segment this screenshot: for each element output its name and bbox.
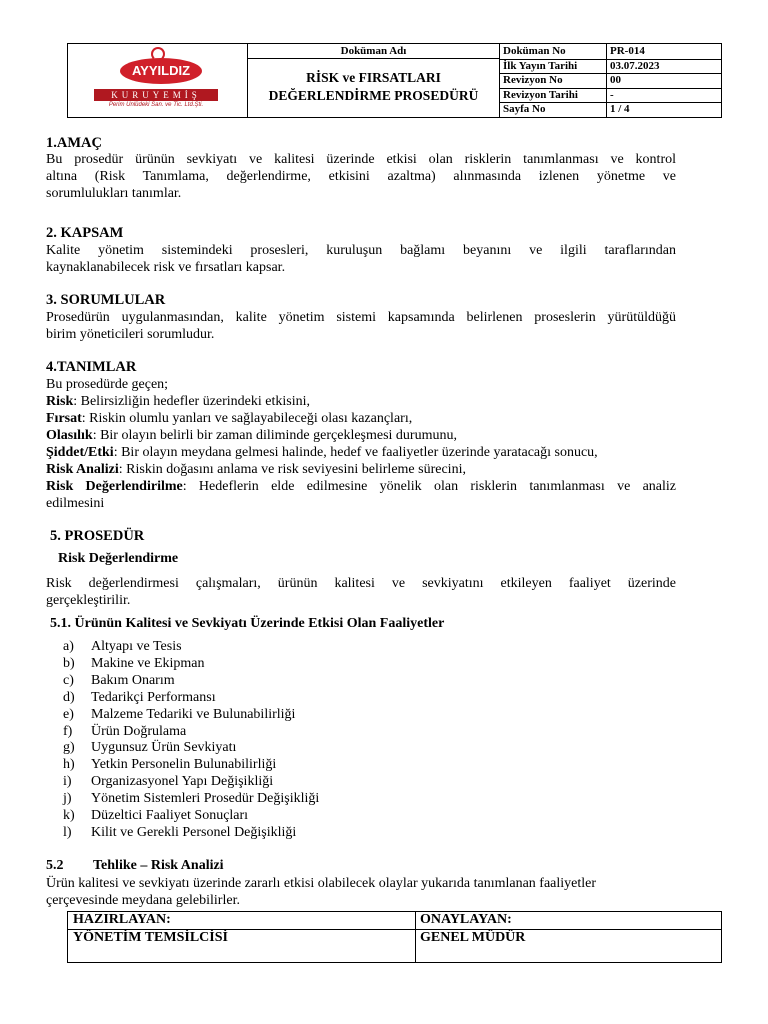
text-line: birim yöneticileri sorumludur. bbox=[46, 327, 215, 342]
list-marker: c) bbox=[63, 672, 74, 688]
definition-text: : Bir olayın belirli bir zaman diliminde gerçekleşmesi durumunu, bbox=[92, 428, 457, 443]
logo-brand: AYYILDIZ bbox=[120, 58, 202, 84]
meta-row bbox=[500, 102, 722, 117]
list-marker: b) bbox=[63, 655, 75, 671]
meta-row bbox=[500, 73, 722, 89]
section-title-tanimlar: 4.TANIMLAR bbox=[46, 359, 137, 375]
meta-value: PR-014 bbox=[606, 44, 720, 59]
text-line: Kalite yönetim sistemindeki prosesleri, kuruluşun bağlamı beyanını ve ilgili taraflarından bbox=[46, 243, 676, 258]
logo-band-text: KURUYEMİŞ bbox=[94, 89, 218, 101]
definition-text: : Belirsizliğin hedefler üzerindeki etkisini, bbox=[73, 394, 310, 409]
document-name-cell bbox=[248, 44, 500, 117]
list-marker: a) bbox=[63, 639, 74, 654]
approved-by: GENEL MÜDÜR bbox=[420, 930, 526, 945]
list-text: Organizasyonel Yapı Değişikliği bbox=[91, 774, 274, 790]
text-line: altına (Risk Tanımlama, değerlendirme, etkisini azaltma) alınmasında izlenen yönetme ve bbox=[46, 169, 676, 184]
document-title-line1: RİSK ve FIRSATLARI bbox=[306, 70, 441, 85]
meta-value: - bbox=[606, 88, 720, 103]
section-body-tanimlar bbox=[46, 376, 676, 512]
section-title-amac: 1.AMAÇ bbox=[46, 135, 102, 151]
prepared-label: HAZIRLAYAN: bbox=[73, 912, 171, 927]
list-text: Malzeme Tedariki ve Bulunabilirliği bbox=[91, 706, 296, 722]
list-marker: f) bbox=[63, 723, 73, 739]
subsection-number-5-2: 5.2 bbox=[46, 858, 64, 873]
section-body-sorumlular bbox=[46, 309, 676, 343]
definition-item bbox=[46, 461, 676, 478]
list-text: Uygunsuz Ürün Sevkiyatı bbox=[91, 740, 237, 756]
subsection-title-5-2: Tehlike – Risk Analizi bbox=[93, 858, 224, 873]
list-marker: j) bbox=[63, 791, 72, 807]
meta-key: Sayfa No bbox=[503, 103, 546, 116]
definition-item bbox=[46, 410, 676, 427]
subsection-title-risk: Risk Değerlendirme bbox=[58, 551, 179, 566]
meta-row bbox=[500, 88, 722, 104]
list-marker: i) bbox=[63, 774, 72, 790]
list-marker: e) bbox=[63, 706, 74, 722]
definition-text: : Riskin doğasını anlama ve risk seviyesini belirleme sürecini, bbox=[118, 462, 466, 477]
definition-term: Fırsat bbox=[46, 411, 82, 426]
meta-row bbox=[500, 44, 722, 60]
definition-text: : Bir olayın meydana gelmesi halinde, hedef ve faaliyetler üzerinde yaratacağı sonucu, bbox=[113, 445, 598, 460]
text-line: çerçevesinde meydana gelebilirler. bbox=[46, 893, 240, 908]
meta-key: İlk Yayın Tarihi bbox=[503, 59, 578, 72]
definition-term: Risk Analizi bbox=[46, 462, 119, 477]
definition-term: Risk Değerlendirilme bbox=[46, 479, 183, 494]
meta-row bbox=[500, 59, 722, 75]
section-title-sorumlular: 3. SORUMLULAR bbox=[46, 292, 166, 308]
list-text: Yetkin Personelin Bulunabilirliği bbox=[91, 757, 277, 773]
definition-item bbox=[46, 478, 676, 495]
section-body-prosedur bbox=[46, 575, 676, 609]
definition-text: : Riskin olumlu yanları ve sağlayabileceği olası kazançları, bbox=[81, 411, 413, 426]
text-line: Prosedürün uygulanmasından, kalite yönetim sistemi kapsamında belirlenen proseslerin yürütüldüğü bbox=[46, 310, 676, 325]
list-text: Tedarikçi Performansı bbox=[91, 689, 216, 705]
list-marker: k) bbox=[63, 808, 75, 823]
list-marker: h) bbox=[63, 757, 75, 773]
list-marker: g) bbox=[63, 740, 75, 756]
definition-text: : Hedeflerin elde edilmesine yönelik olan risklerin tanımlanması ve analiz bbox=[182, 479, 677, 494]
section-title-kapsam: 2. KAPSAM bbox=[46, 225, 124, 241]
section-title-prosedur: 5. PROSEDÜR bbox=[50, 528, 145, 544]
text-line: Ürün kalitesi ve sevkiyatı üzerinde zararlı etkisi olabilecek olaylar yukarıda tanımlanan faaliyetler bbox=[46, 876, 597, 891]
document-name-label: Doküman Adı bbox=[248, 44, 499, 59]
document-header-table bbox=[67, 43, 722, 118]
text-line: Risk değerlendirmesi çalışmaları, ürünün kalitesi ve sevkiyatını etkileyen faaliyet üzerinde bbox=[46, 576, 676, 591]
section-body-amac bbox=[46, 151, 676, 202]
meta-key: Revizyon No bbox=[503, 74, 563, 87]
prepared-by: YÖNETİM TEMSİLCİSİ bbox=[73, 930, 228, 945]
list-text: Makine ve Ekipman bbox=[91, 655, 205, 671]
meta-key: Doküman No bbox=[503, 45, 566, 57]
text-line: sorumlulukları tanımlar. bbox=[46, 186, 182, 201]
list-text: Altyapı ve Tesis bbox=[91, 639, 182, 654]
meta-value: 00 bbox=[606, 73, 720, 88]
list-marker: d) bbox=[63, 689, 75, 705]
definition-term: Olasılık bbox=[46, 428, 93, 443]
approval-table bbox=[67, 911, 722, 963]
subsection-title-5-1: 5.1. Ürünün Kalitesi ve Sevkiyatı Üzerinde Etkisi Olan Faaliyetler bbox=[50, 616, 445, 631]
list-text: Düzeltici Faaliyet Sonuçları bbox=[91, 808, 249, 823]
list-text: Ürün Doğrulama bbox=[91, 723, 187, 739]
definition-term: Şiddet/Etki bbox=[46, 445, 114, 460]
text-line: edilmesini bbox=[46, 496, 105, 511]
meta-value: 03.07.2023 bbox=[606, 59, 720, 74]
meta-key: Revizyon Tarihi bbox=[503, 88, 578, 101]
definition-item bbox=[46, 393, 676, 410]
definition-term: Risk bbox=[46, 394, 74, 409]
text-line: gerçekleştirilir. bbox=[46, 593, 131, 608]
document-meta bbox=[500, 44, 722, 117]
document-title-line2: DEĞERLENDİRME PROSEDÜRÜ bbox=[268, 88, 479, 103]
list-text: Bakım Onarım bbox=[91, 672, 175, 688]
list-text: Yönetim Sistemleri Prosedür Değişikliği bbox=[91, 791, 320, 807]
logo-subtitle: Perim Unlüdeki San. ve Tic. Ltd.Şti. bbox=[108, 102, 204, 108]
list-text: Kilit ve Gerekli Personel Değişikliği bbox=[91, 824, 297, 840]
definition-item bbox=[46, 444, 676, 461]
approved-label: ONAYLAYAN: bbox=[420, 912, 512, 927]
text-line: kaynaklanabilecek risk ve fırsatları kapsar. bbox=[46, 260, 286, 275]
definition-item bbox=[46, 427, 676, 444]
meta-value: 1 / 4 bbox=[606, 102, 720, 117]
company-logo bbox=[68, 44, 248, 117]
text-line: Bu prosedürde geçen; bbox=[46, 377, 169, 392]
text-line: Bu prosedür ürünün sevkiyatı ve kalitesi üzerinde etkisi olan risklerin tanımlanması ve kontrol bbox=[46, 152, 676, 167]
list-marker: l) bbox=[63, 824, 72, 840]
section-body-kapsam bbox=[46, 242, 676, 276]
section-body-5-2 bbox=[46, 875, 676, 909]
